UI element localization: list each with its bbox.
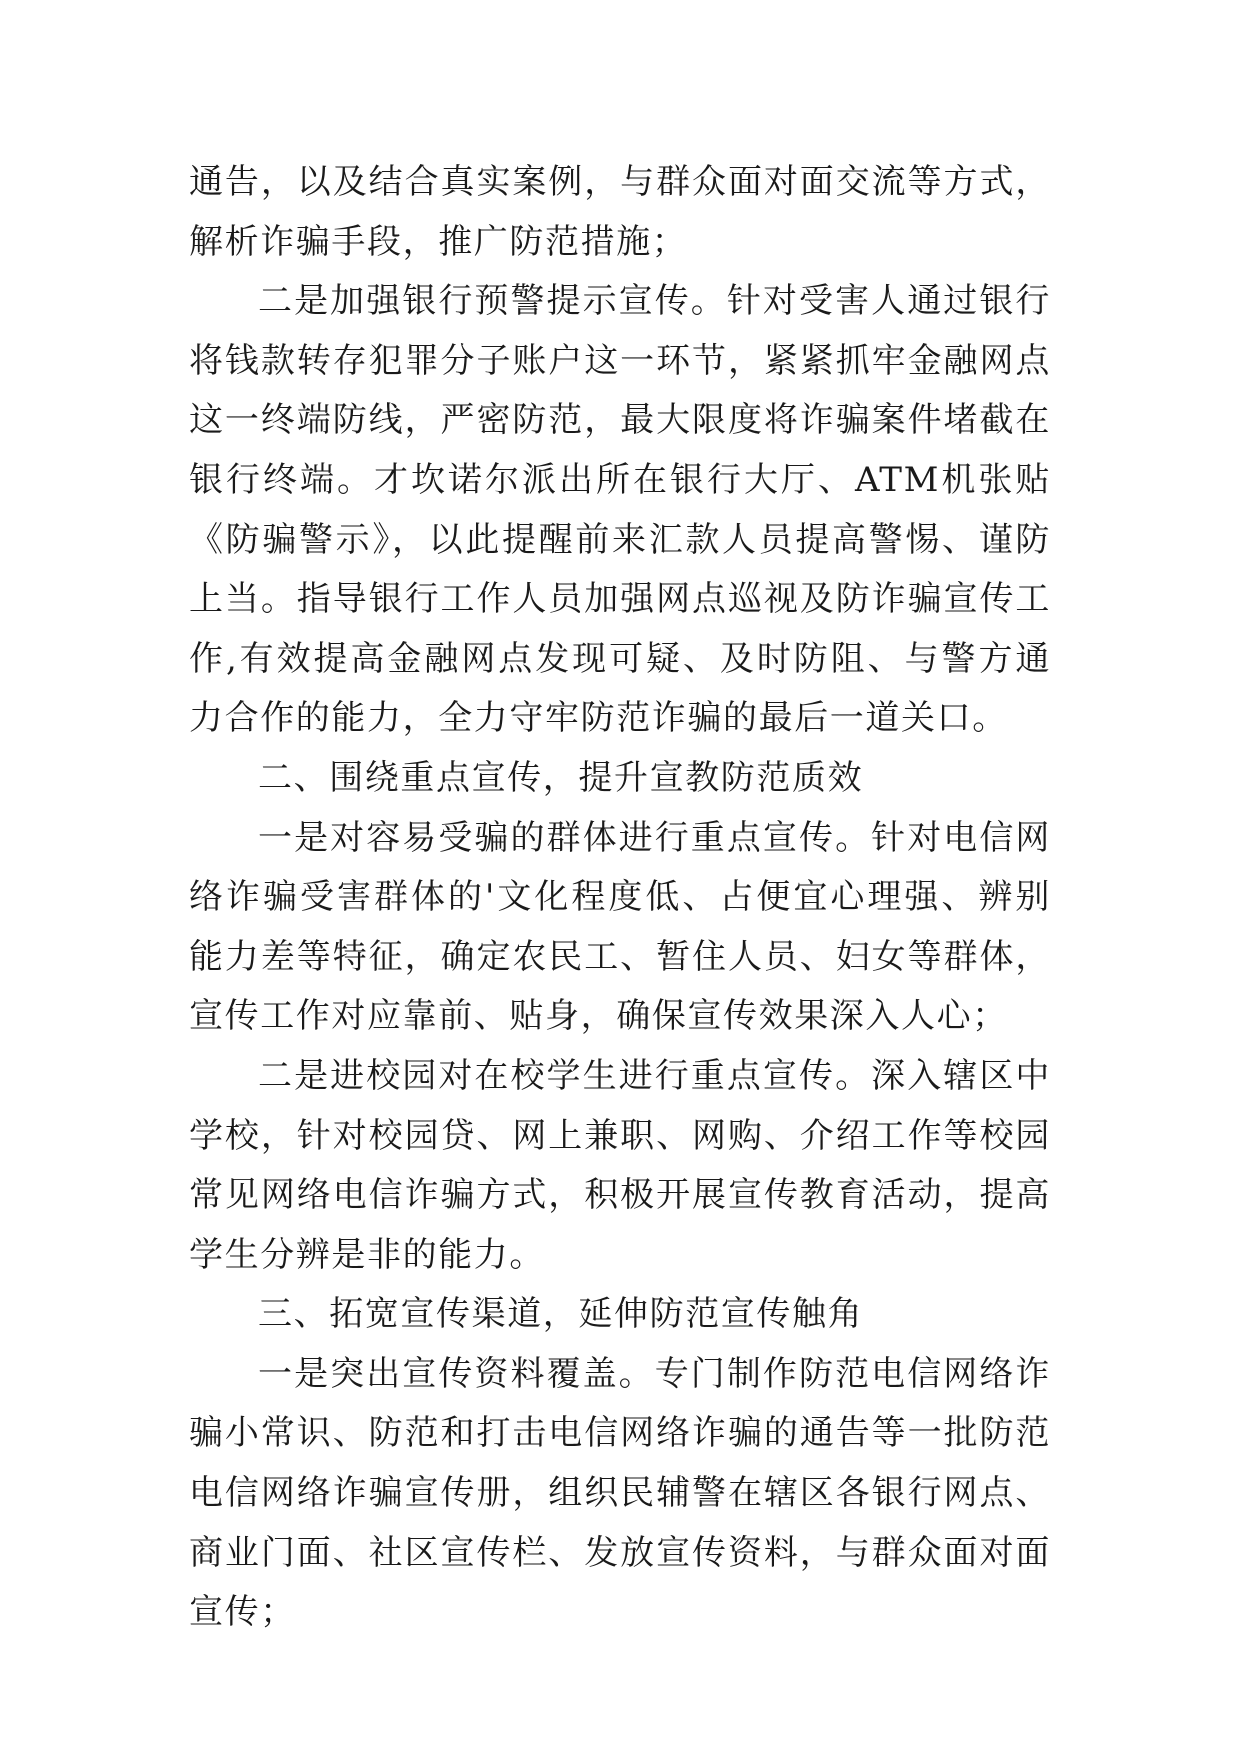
paragraph-bank-warning: 二是加强银行预警提示宣传。针对受害人通过银行将钱款转存犯罪分子账户这一环节，紧紧抓牢金融网点这一终端防线，严密防范，最大限度将诈骗案件堵截在银行终端。才坎诺尔派出所在银行大厅、ATM机张贴《防骗警示》，以此提醒前来汇款人员提高警惕、谨防上当。指导银行工作人员加强网点巡视及防诈骗宣传工作,有效提高金融网点发现可疑、及时防阻、与警方通力合作的能力，全力守牢防范诈骗的最后一道关口。 (189, 281, 1051, 739)
section-heading-3: 三、拓宽宣传渠道，延伸防范宣传触角 (258, 1294, 864, 1335)
paragraph-continuation: 通告，以及结合真实案例，与群众面对面交流等方式，解析诈骗手段，推广防范措施； (189, 162, 1051, 262)
document-body (189, 153, 1051, 1643)
paragraph-vulnerable-groups: 一是对容易受骗的群体进行重点宣传。针对电信网络诈骗受害群体的'文化程度低、占便宜心理强、辨别能力差等特征，确定农民工、暂住人员、妇女等群体，宣传工作对应靠前、贴身，确保宣传效果深入人心； (189, 817, 1051, 1037)
paragraph-campus: 二是进校园对在校学生进行重点宣传。深入辖区中学校，针对校园贷、网上兼职、网购、介绍工作等校园常见网络电信诈骗方式，积极开展宣传教育活动，提高学生分辨是非的能力。 (189, 1055, 1051, 1275)
section-heading-2: 二、围绕重点宣传，提升宣教防范质效 (258, 757, 864, 798)
paragraph-materials: 一是突出宣传资料覆盖。专门制作防范电信网络诈骗小常识、防范和打击电信网络诈骗的通告等一批防范电信网络诈骗宣传册，组织民辅警在辖区各银行网点、商业门面、社区宣传栏、发放宣传资料，与群众面对面宣传； (189, 1353, 1051, 1633)
